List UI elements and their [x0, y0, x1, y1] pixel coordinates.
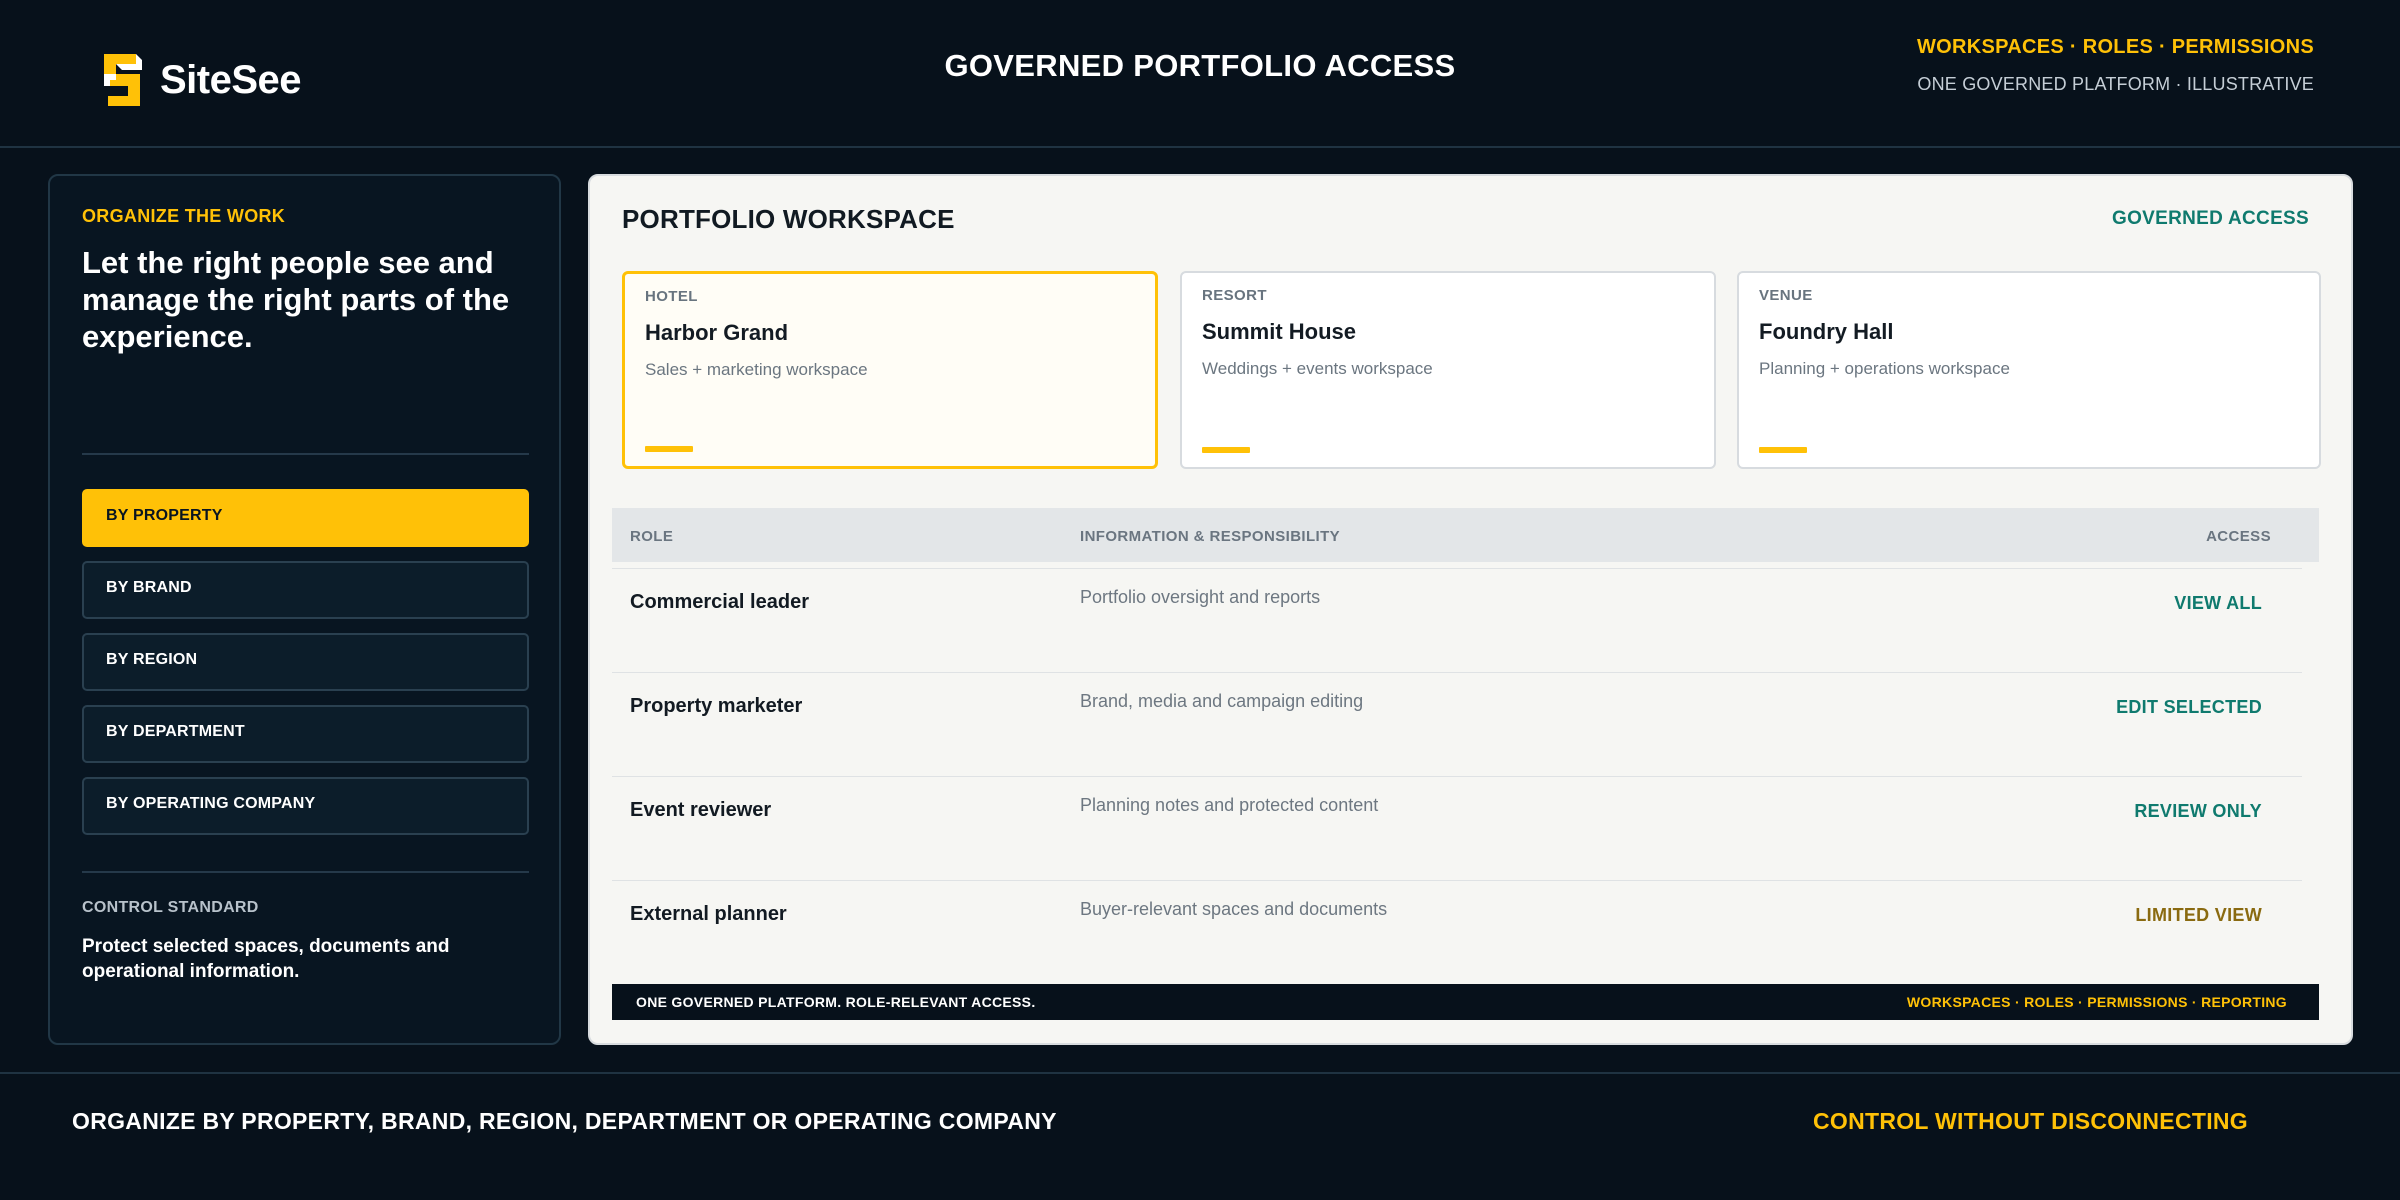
role-info: Planning notes and protected content [1080, 795, 1379, 815]
control-standard-text: Protect selected spaces, documents and operational information. [82, 936, 450, 982]
property-accent-bar [1759, 447, 1807, 453]
governed-access-badge: GOVERNED ACCESS [2112, 208, 2309, 229]
control-standard-label: CONTROL STANDARD [82, 899, 259, 916]
column-header-info: INFORMATION & RESPONSIBILITY [1080, 528, 1341, 545]
access-level: VIEW ALL [2174, 593, 2262, 613]
property-name: Foundry Hall [1759, 319, 1894, 344]
workspace-footer [612, 984, 2319, 1020]
table-row[interactable] [612, 672, 2302, 776]
workspace-title: PORTFOLIO WORKSPACE [622, 204, 955, 234]
divider [82, 871, 529, 873]
footer-left-text: ONE GOVERNED PLATFORM. ROLE-RELEVANT ACCESS. [636, 994, 1036, 1010]
footer-right-text: WORKSPACES · ROLES · PERMISSIONS · REPORTING [1906, 994, 2287, 1010]
bottom-left-text: ORGANIZE BY PROPERTY, BRAND, REGION, DEPARTMENT OR OPERATING COMPANY [72, 1108, 1057, 1134]
table-row[interactable] [612, 880, 2302, 984]
option-by-brand[interactable]: BY BRAND [82, 561, 529, 619]
access-level: EDIT SELECTED [2116, 697, 2262, 717]
column-header-role: ROLE [630, 528, 674, 545]
portfolio-workspace [588, 174, 2353, 1045]
logo-text: SiteSee [160, 57, 302, 102]
page-title: GOVERNED PORTFOLIO ACCESS [944, 48, 1456, 83]
role-info: Brand, media and campaign editing [1080, 691, 1364, 711]
panel-kicker: ORGANIZE THE WORK [82, 206, 286, 226]
role-info: Portfolio oversight and reports [1080, 587, 1321, 607]
access-level: REVIEW ONLY [2134, 801, 2262, 821]
property-description: Planning + operations workspace [1759, 359, 2010, 378]
property-name: Summit House [1202, 319, 1357, 344]
role-info: Buyer-relevant spaces and documents [1080, 899, 1388, 919]
property-accent-bar [1202, 447, 1250, 453]
role-name: Property marketer [630, 695, 803, 717]
property-card-summit-house[interactable] [1180, 271, 1716, 469]
role-name: Commercial leader [630, 591, 809, 613]
header-subtitle: ONE GOVERNED PLATFORM · ILLUSTRATIVE [1917, 74, 2314, 94]
header-tags: WORKSPACES · ROLES · PERMISSIONS [1916, 36, 2314, 58]
bottom-right-text: CONTROL WITHOUT DISCONNECTING [1812, 1108, 2248, 1134]
property-accent-bar [645, 446, 693, 452]
property-type: VENUE [1759, 287, 1813, 304]
organize-panel [48, 174, 561, 1045]
access-table-header [612, 508, 2319, 562]
option-by-department[interactable]: BY DEPARTMENT [82, 705, 529, 763]
option-by-region[interactable]: BY REGION [82, 633, 529, 691]
property-type: RESORT [1202, 287, 1267, 304]
column-header-access: ACCESS [2206, 528, 2271, 545]
divider [82, 453, 529, 455]
property-description: Weddings + events workspace [1202, 359, 1433, 378]
property-name: Harbor Grand [645, 320, 789, 345]
access-level: LIMITED VIEW [2135, 905, 2262, 925]
role-name: External planner [630, 903, 787, 925]
bottom-strip [0, 1072, 2400, 1200]
property-description: Sales + marketing workspace [645, 360, 868, 379]
table-row[interactable] [612, 568, 2302, 672]
property-card-foundry-hall[interactable] [1737, 271, 2321, 469]
table-row[interactable] [612, 776, 2302, 880]
option-by-operating-company[interactable]: BY OPERATING COMPANY [82, 777, 529, 835]
panel-heading: Let the right people see and manage the right parts of the experience. [82, 245, 510, 354]
property-card-harbor-grand[interactable] [622, 271, 1158, 469]
page-header [0, 0, 2400, 148]
organize-options [82, 489, 529, 849]
option-by-property[interactable]: BY PROPERTY [82, 489, 529, 547]
property-type: HOTEL [645, 288, 698, 305]
role-name: Event reviewer [630, 799, 772, 821]
